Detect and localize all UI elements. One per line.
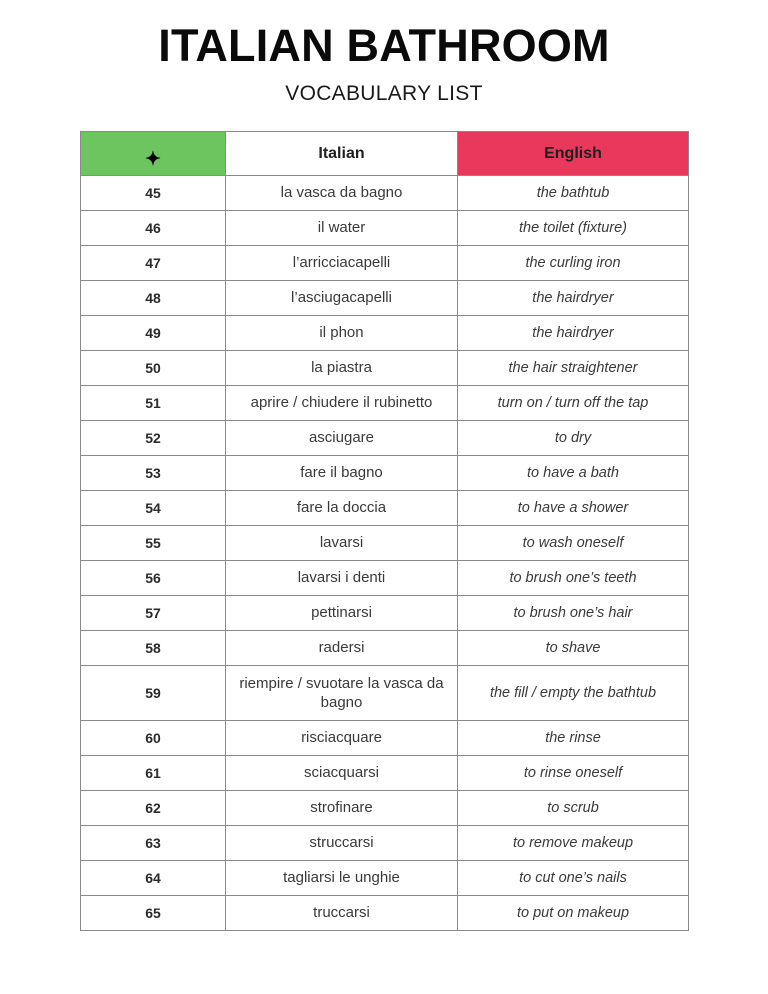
italian-term: struccarsi xyxy=(226,826,458,861)
column-header-english: English xyxy=(458,132,689,176)
english-translation: the bathtub xyxy=(458,176,689,211)
italian-term: pettinarsi xyxy=(226,596,458,631)
table-row xyxy=(81,791,689,826)
row-number: 45 xyxy=(81,176,226,211)
table-row xyxy=(81,176,689,211)
italian-term: truccarsi xyxy=(226,896,458,931)
italian-term: l’arricciacapelli xyxy=(226,246,458,281)
italian-term: fare la doccia xyxy=(226,491,458,526)
row-number: 65 xyxy=(81,896,226,931)
english-translation: to have a bath xyxy=(458,456,689,491)
italian-term: il water xyxy=(226,211,458,246)
italian-term: il phon xyxy=(226,316,458,351)
row-number: 58 xyxy=(81,631,226,666)
vocabulary-table xyxy=(80,131,689,931)
row-number: 54 xyxy=(81,491,226,526)
table-row xyxy=(81,631,689,666)
row-number: 50 xyxy=(81,351,226,386)
italian-term: fare il bagno xyxy=(226,456,458,491)
table-row xyxy=(81,351,689,386)
english-translation: to put on makeup xyxy=(458,896,689,931)
row-number: 52 xyxy=(81,421,226,456)
row-number: 47 xyxy=(81,246,226,281)
table-row xyxy=(81,896,689,931)
row-number: 49 xyxy=(81,316,226,351)
italian-term: risciacquare xyxy=(226,721,458,756)
italian-term: la vasca da bagno xyxy=(226,176,458,211)
english-translation: to shave xyxy=(458,631,689,666)
table-row xyxy=(81,561,689,596)
english-translation: the hairdryer xyxy=(458,316,689,351)
english-translation: to dry xyxy=(458,421,689,456)
italian-term: aprire / chiudere il rubinetto xyxy=(226,386,458,421)
table-header xyxy=(81,132,689,176)
table-header-row xyxy=(81,132,689,176)
table-row xyxy=(81,211,689,246)
row-number: 48 xyxy=(81,281,226,316)
row-number: 64 xyxy=(81,861,226,896)
english-translation: the rinse xyxy=(458,721,689,756)
page-subtitle: VOCABULARY LIST xyxy=(285,81,483,105)
italian-term: sciacquarsi xyxy=(226,756,458,791)
column-header-italian: Italian xyxy=(226,132,458,176)
sparkle-icon: ✦ xyxy=(145,148,161,170)
table-row xyxy=(81,421,689,456)
italian-term: l’asciugacapelli xyxy=(226,281,458,316)
italian-term: radersi xyxy=(226,631,458,666)
table-row xyxy=(81,246,689,281)
english-translation: to cut one’s nails xyxy=(458,861,689,896)
row-number: 53 xyxy=(81,456,226,491)
row-number: 59 xyxy=(81,666,226,721)
column-header-number xyxy=(81,132,226,176)
row-number: 51 xyxy=(81,386,226,421)
table-row xyxy=(81,721,689,756)
italian-term: la piastra xyxy=(226,351,458,386)
italian-term: tagliarsi le unghie xyxy=(226,861,458,896)
italian-term: lavarsi xyxy=(226,526,458,561)
table-row xyxy=(81,756,689,791)
row-number: 62 xyxy=(81,791,226,826)
table-row xyxy=(81,596,689,631)
english-translation: the toilet (fixture) xyxy=(458,211,689,246)
english-translation: turn on / turn off the tap xyxy=(458,386,689,421)
english-translation: to have a shower xyxy=(458,491,689,526)
table-row xyxy=(81,456,689,491)
english-translation: to scrub xyxy=(458,791,689,826)
table-row xyxy=(81,281,689,316)
table-row xyxy=(81,386,689,421)
english-translation: the hairdryer xyxy=(458,281,689,316)
table-body xyxy=(81,176,689,931)
english-translation: to brush one’s teeth xyxy=(458,561,689,596)
vocabulary-table-container xyxy=(80,131,688,931)
table-row xyxy=(81,491,689,526)
english-translation: to brush one’s hair xyxy=(458,596,689,631)
row-number: 60 xyxy=(81,721,226,756)
title-block xyxy=(0,0,768,106)
row-number: 46 xyxy=(81,211,226,246)
page-title: ITALIAN BATHROOM xyxy=(158,20,610,71)
row-number: 61 xyxy=(81,756,226,791)
english-translation: to rinse oneself xyxy=(458,756,689,791)
english-translation: to wash oneself xyxy=(458,526,689,561)
row-number: 57 xyxy=(81,596,226,631)
italian-term: strofinare xyxy=(226,791,458,826)
row-number: 56 xyxy=(81,561,226,596)
row-number: 55 xyxy=(81,526,226,561)
table-row xyxy=(81,861,689,896)
english-translation: the fill / empty the bathtub xyxy=(458,666,689,721)
table-row xyxy=(81,316,689,351)
english-translation: the curling iron xyxy=(458,246,689,281)
row-number: 63 xyxy=(81,826,226,861)
table-row xyxy=(81,826,689,861)
english-translation: to remove makeup xyxy=(458,826,689,861)
english-translation: the hair straightener xyxy=(458,351,689,386)
italian-term: asciugare xyxy=(226,421,458,456)
table-row xyxy=(81,666,689,721)
italian-term: riempire / svuotare la vasca da bagno xyxy=(226,666,458,721)
table-row xyxy=(81,526,689,561)
italian-term: lavarsi i denti xyxy=(226,561,458,596)
